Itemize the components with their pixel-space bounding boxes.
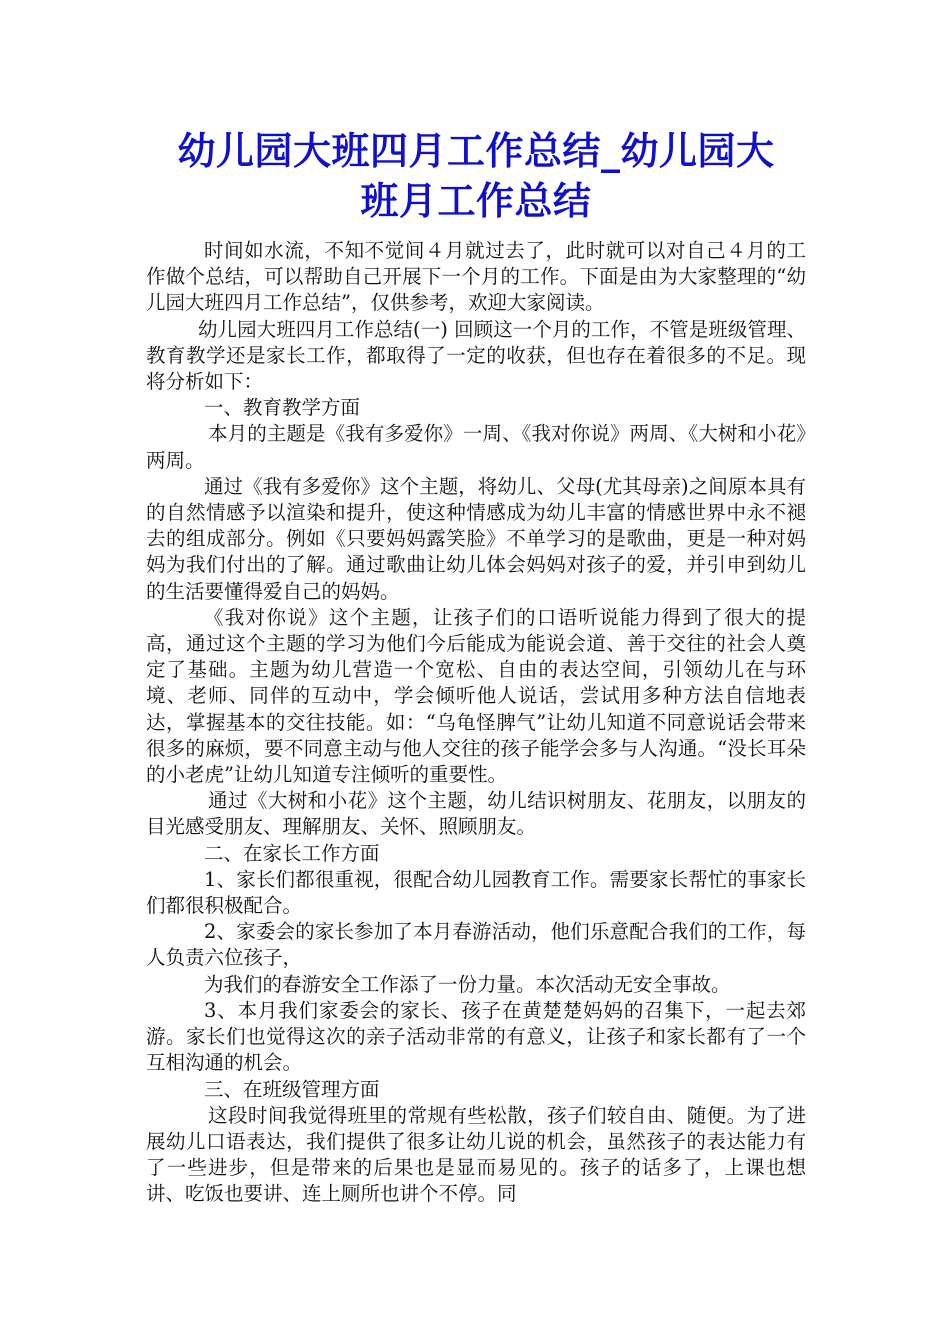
paragraph-theme-love: 通过《我有多爱你》这个主题，将幼儿、父母(尤其母亲)之间原本具有的自然情感予以渲染和提升，使这种情感成为幼儿丰富的情感世界中永不褪去的组成部分。例如《只要妈妈露笑脸》不单学习的是歌曲，更是一种对妈妈为我们付出的了解。通过歌曲让幼儿体会妈妈对孩子的爱，并引申到幼儿的生活要懂得爱自己的妈妈。 (146, 474, 806, 603)
paragraph-parents-1: 1、家长们都很重视，很配合幼儿园教育工作。需要家长帮忙的事家长们都很积极配合。 (146, 867, 806, 918)
paragraph-intro: 时间如水流，不知不觉间４月就过去了，此时就可以对自己４月的工作做个总结，可以帮助自己开展下一个月的工作。下面是由为大家整理的“幼儿园大班四月工作总结”，仅供参考，欢迎大家阅读。 (146, 239, 806, 315)
section-heading-parents: 二、在家长工作方面 (204, 841, 380, 865)
paragraph-parents-2: 2、家委会的家长参加了本月春游活动，他们乐意配合我们的工作，每人负责六位孩子， (146, 920, 806, 970)
section-heading-class: 三、在班级管理方面 (204, 1077, 380, 1101)
document-body (146, 238, 806, 1208)
title-line-2: 班月工作总结 (360, 179, 592, 223)
section-heading-education: 一、教育教学方面 (204, 396, 361, 420)
title-line-1: 幼儿园大班四月工作总结_幼儿园大 (177, 129, 775, 173)
paragraph-theme-speak: 《我对你说》这个主题，让孩子们的口语听说能力得到了很大的提高，通过这个主题的学习为他们今后能成为能说会道、善于交往的社会人奠定了基础。主题为幼儿营造一个宽松、自由的表达空间，引领幼儿在与环境、老师、同伴的互动中，学会倾听他人说话，尝试用多种方法自信地表达，掌握基本的交往技能。如：“乌龟怪脾气”让幼儿知道不同意说话会带来很多的麻烦，要不同意主动与他人交往的孩子能学会多与人沟通。“没长耳朵的小老虎”让幼儿知道专注倾听的重要性。 (146, 605, 806, 787)
paragraph-parents-3: 3、本月我们家委会的家长、孩子在黄楚楚妈妈的召集下，一起去郊游。家长们也觉得这次的亲子活动非常的有意义，让孩子和家长都有了一个互相沟通的机会。 (146, 998, 806, 1075)
document-title (146, 126, 806, 226)
paragraph-theme-tree: 通过《大树和小花》这个主题，幼儿结识树朋友、花朋友，以朋友的目光感受朋友、理解朋友、关怀、照顾朋友。 (146, 789, 806, 839)
document-page (146, 126, 806, 1208)
paragraph-themes: 本月的主题是《我有多爱你》一周、《我对你说》两周、《大树和小花》两周。 (146, 422, 806, 472)
paragraph-parents-2-cont: 为我们的春游安全工作添了一份力量。本次活动无安全事故。 (204, 972, 731, 996)
paragraph-class-management: 这段时间我觉得班里的常规有些松散，孩子们较自由、随便。为了进展幼儿口语表达，我们提供了很多让幼儿说的机会，虽然孩子的表达能力有了一些进步，但是带来的后果也是显而易见的。孩子的话多了，上课也想讲、吃饭也要讲、连上厕所也讲个不停。同 (146, 1103, 806, 1206)
paragraph-review: 幼儿园大班四月工作总结(一) 回顾这一个月的工作，不管是班级管理、教育教学还是家长工作，都取得了一定的收获，但也存在着很多的不足。现将分析如下： (146, 317, 806, 394)
